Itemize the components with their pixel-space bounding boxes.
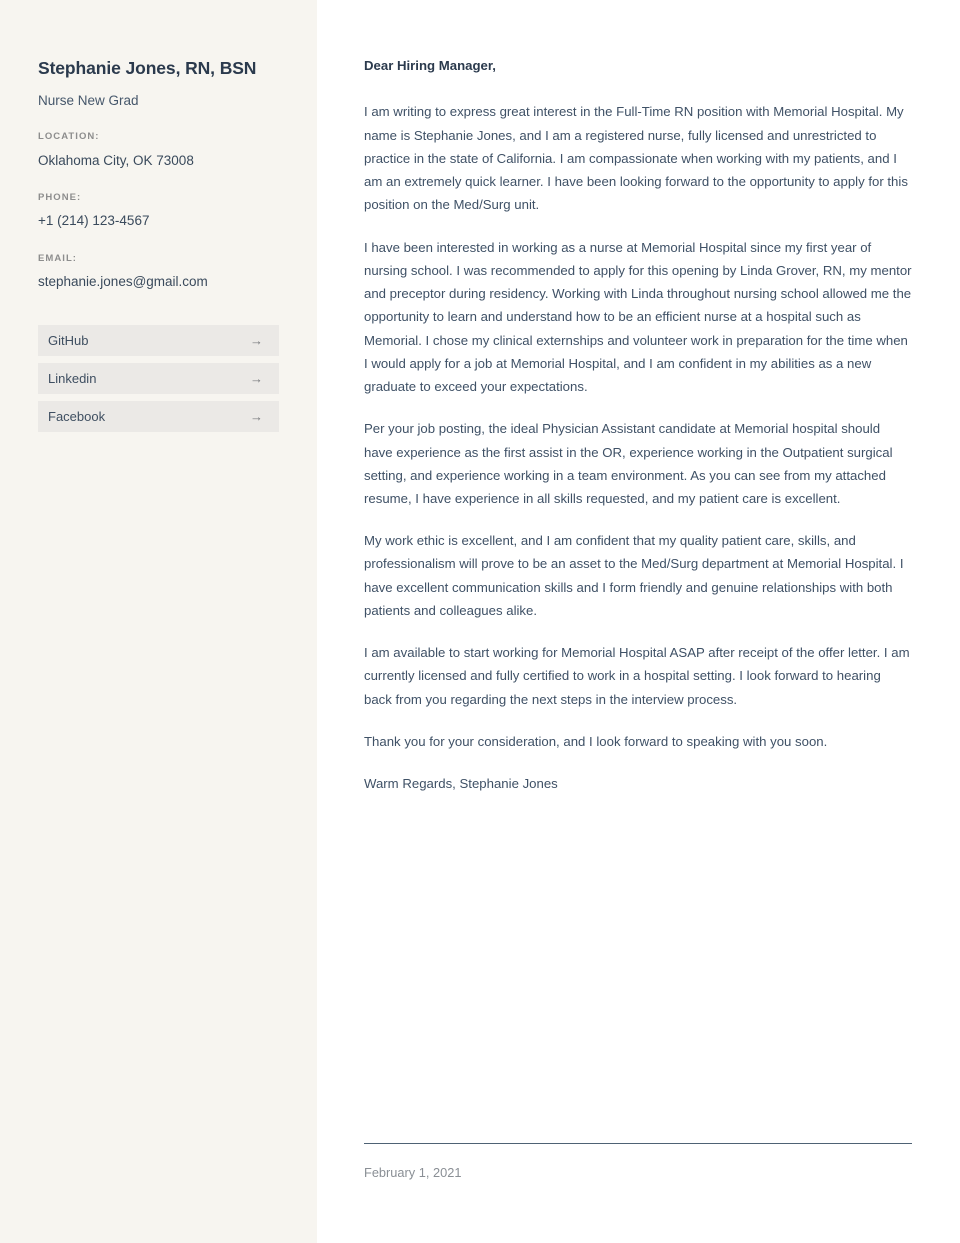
social-link-label: Linkedin <box>48 371 97 387</box>
letter-signoff: Warm Regards, Stephanie Jones <box>364 776 558 792</box>
social-links-list <box>38 325 279 432</box>
letter-paragraph: Per your job posting, the ideal Physician Assistant candidate at Memorial hospital should have experience as the first assist in the OR, experience working in the Outpatient surgical setting, and experience working in a team environment. As you can see from my attached resume, I have experience in all skills requested, and my patient care is excellent. <box>364 421 893 506</box>
candidate-job-title: Nurse New Grad <box>38 92 139 108</box>
contact-field-email <box>38 253 279 292</box>
letter-paragraph: Thank you for your consideration, and I look forward to speaking with you soon. <box>364 733 828 749</box>
arrow-right-icon: → <box>250 333 263 349</box>
phone-label: PHONE: <box>38 192 82 204</box>
arrow-right-icon: → <box>250 409 263 425</box>
social-link-linkedin[interactable] <box>38 363 279 394</box>
candidate-name: Stephanie Jones, RN, BSN <box>38 58 257 78</box>
letter-content <box>364 57 912 795</box>
letter-paragraph: My work ethic is excellent, and I am confident that my quality patient care, skills, and professionalism will prove to be an asset to the Med/Surg department at Memorial Hospital. I have excellent communication skills and I form friendly and genuine relationships with both patients and colleagues alike. <box>364 533 904 618</box>
sidebar <box>0 0 317 1243</box>
contact-field-phone <box>38 192 279 231</box>
social-link-facebook[interactable] <box>38 401 279 432</box>
footer-divider <box>364 1143 912 1144</box>
letter-date: February 1, 2021 <box>364 1165 462 1180</box>
letter-salutation: Dear Hiring Manager, <box>364 58 496 73</box>
social-link-github[interactable] <box>38 325 279 356</box>
arrow-right-icon: → <box>250 371 263 387</box>
letter-paragraph: I have been interested in working as a nurse at Memorial Hospital since my first year of nursing school. I was recommended to apply for this opening by Linda Grover, RN, my mentor and preceptor during residency. Working with Linda throughout nursing school allowed me the opportunity to learn and understand how to be an efficient nurse at a hospital such as Memorial. I chose my clinical externships and volunteer work in preparation for the time when I would apply for a job at Memorial Hospital, and I am confident in my abilities as a new graduate to exceed your expectations. <box>364 239 912 395</box>
letter-paragraph: I am available to start working for Memorial Hospital ASAP after receipt of the offer letter. I am currently licensed and fully certified to work in a hospital setting. I look forward to hearing back from you regarding the next steps in the interview process. <box>364 645 910 707</box>
social-link-label: GitHub <box>48 333 89 349</box>
letter-footer <box>364 1143 912 1182</box>
location-label: LOCATION: <box>38 131 100 143</box>
email-value: stephanie.jones@gmail.com <box>38 274 208 290</box>
phone-value: +1 (214) 123-4567 <box>38 213 150 229</box>
email-label: EMAIL: <box>38 252 78 264</box>
contact-field-location <box>38 131 279 170</box>
letter-body <box>317 0 960 1243</box>
location-value: Oklahoma City, OK 73008 <box>38 152 194 168</box>
letter-paragraph: I am writing to express great interest in the Full-Time RN position with Memorial Hospital. My name is Stephanie Jones, and I am a registered nurse, fully licensed and unrestricted to practice in the state of California. I am compassionate when working with my patients, and I am an extremely quick learner. I have been looking forward to the opportunity to apply for this position on the Med/Surg unit. <box>364 104 908 213</box>
social-link-label: Facebook <box>48 409 106 425</box>
